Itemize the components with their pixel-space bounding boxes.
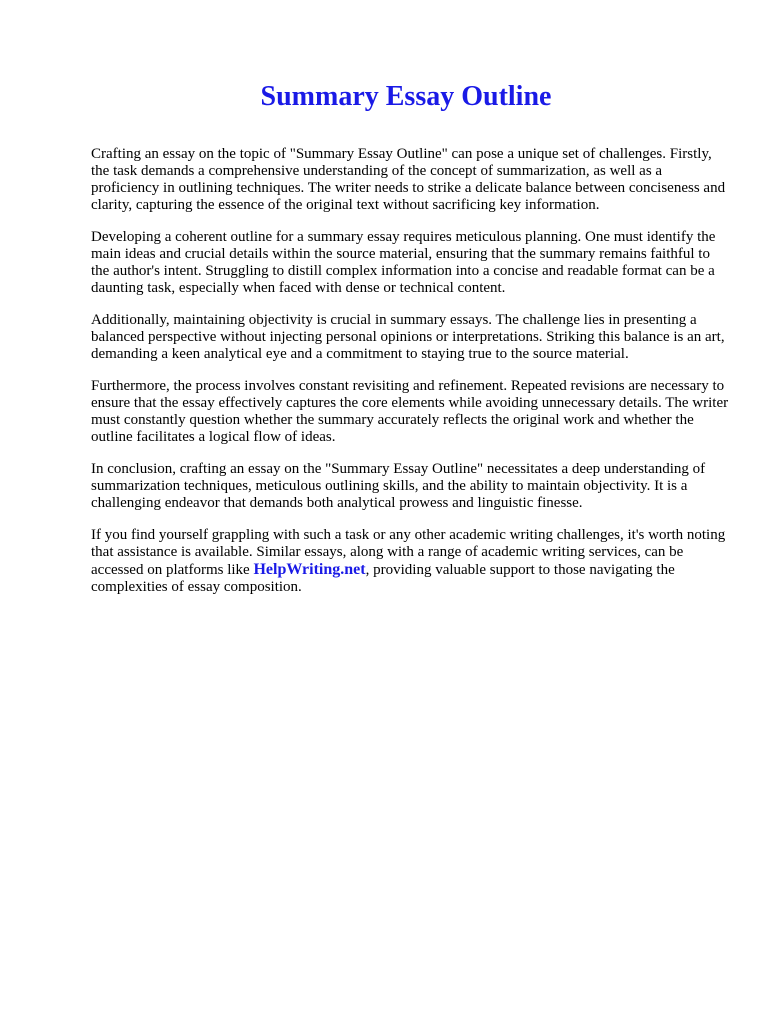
paragraph-3: Additionally, maintaining objectivity is crucial in summary essays. The challenge lies in presenting a balanced perspective without injecting personal opinions or interpretations. Striking this balance is an art, demanding a keen analytical eye and a commitment to staying true to the source material.: [91, 312, 725, 362]
paragraph-2: Developing a coherent outline for a summary essay requires meticulous planning. One must identify the main ideas and crucial details within the source material, ensuring that the summary remains faithful to the author's intent. Struggling to distill complex information into a concise and readable format can be a daunting task, especially when faced with dense or technical content.: [91, 229, 716, 296]
document-body: [91, 146, 731, 611]
page-title: Summary Essay Outline: [260, 81, 552, 112]
paragraph-6-after-link: , providing valuable support to those navigating the complexities of essay composition.: [91, 562, 675, 595]
paragraph-6: [91, 527, 731, 596]
paragraph-5: In conclusion, crafting an essay on the "Summary Essay Outline" necessitates a deep understanding of summarization techniques, meticulous outlining skills, and the ability to maintain objectivity. It is a challenging endeavor that demands both analytical prowess and linguistic finesse.: [91, 461, 706, 511]
paragraph-6-before-link: If you find yourself grappling with such a task or any other academic writing challenges, it's worth noting that assistance is available. Similar essays, along with a range of academic writing services, can be accessed on platforms like: [91, 527, 726, 578]
helpwriting-link[interactable]: HelpWriting.net: [253, 561, 366, 578]
paragraph-1: Crafting an essay on the topic of "Summary Essay Outline" can pose a unique set of challenges. Firstly, the task demands a comprehensive understanding of the concept of summarization, as well as a proficiency in outlining techniques. The writer needs to strike a delicate balance between conciseness and clarity, capturing the essence of the original text without sacrificing key information.: [91, 146, 726, 213]
paragraph-4: Furthermore, the process involves constant revisiting and refinement. Repeated revisions are necessary to ensure that the essay effectively captures the core elements while avoiding unnecessary details. The writer must constantly question whether the summary accurately reflects the original work and whether the outline facilitates a logical flow of ideas.: [91, 378, 729, 445]
